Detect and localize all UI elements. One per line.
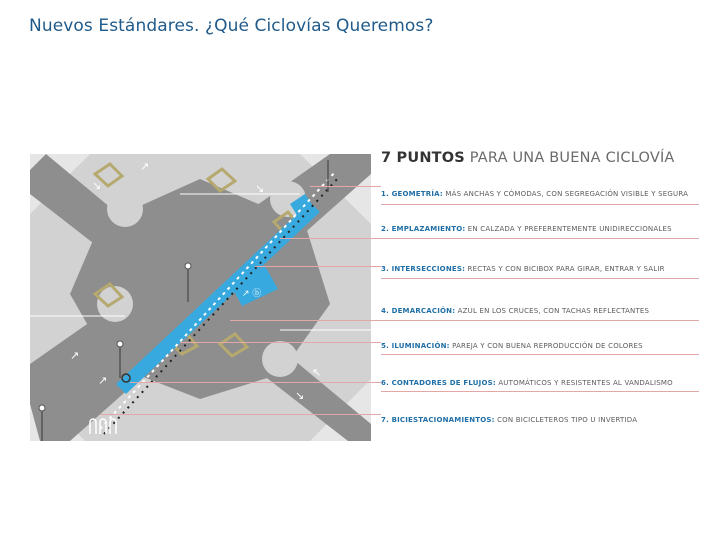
curb-corner-se	[262, 341, 298, 377]
legend-panel	[381, 146, 700, 441]
arrow-marking-6: ↖	[312, 366, 322, 379]
guide-line-3	[381, 278, 699, 279]
bicibox-marking: ↗ ⓑ	[242, 289, 262, 299]
intersection-drawing	[30, 154, 371, 441]
guide-ext-3	[255, 266, 381, 267]
guide-ext-7	[100, 414, 381, 415]
point-4-text: AZUL EN LOS CRUCES, CON TACHAS REFLECTANTES	[455, 307, 650, 315]
point-3-text: RECTAS Y CON BICIBOX PARA GIRAR, ENTRAR Y SALIR	[465, 265, 665, 273]
point-4-key: 4. DEMARCACIÓN:	[381, 307, 456, 315]
point-7-text: CON BICICLETEROS TIPO U INVERTIDA	[494, 416, 638, 424]
point-1	[381, 190, 688, 198]
street-light-2	[117, 341, 123, 347]
legend-heading-strong: 7 PUNTOS	[381, 150, 465, 166]
point-4	[381, 307, 649, 315]
curb-corner-nw	[107, 191, 143, 227]
point-7	[381, 416, 637, 424]
guide-ext-1	[310, 186, 381, 187]
arrow-marking-1: ↘	[92, 179, 102, 192]
arrow-marking-5: ↗	[98, 374, 108, 387]
point-7-key: 7. BICIESTACIONAMIENTOS:	[381, 416, 495, 424]
guide-line-5	[381, 354, 699, 355]
guide-line-6	[381, 391, 699, 392]
street-light-3	[39, 405, 45, 411]
point-5	[381, 342, 643, 350]
point-2-key: 2. EMPLAZAMIENTO:	[381, 225, 466, 233]
bike-lane-figure	[30, 146, 700, 441]
point-6-key: 6. CONTADORES DE FLUJOS:	[381, 379, 496, 387]
street-light-1	[185, 263, 191, 269]
point-5-text: PAREJA Y CON BUENA REPRODUCCIÓN DE COLORES	[449, 342, 643, 350]
point-3-key: 3. INTERSECCIONES:	[381, 265, 466, 273]
guide-ext-5	[180, 342, 381, 343]
arrow-marking-2: ↗	[140, 160, 150, 173]
point-2	[381, 225, 672, 233]
point-5-key: 5. ILUMINACIÓN:	[381, 342, 450, 350]
point-1-text: MÁS ANCHAS Y CÓMODAS, CON SEGREGACIÓN VISIBLE Y SEGURA	[442, 190, 689, 198]
point-6-text: AUTOMÁTICOS Y RESISTENTES AL VANDALISMO	[495, 379, 673, 387]
guide-line-2	[381, 238, 699, 239]
point-1-key: 1. GEOMETRÍA:	[381, 190, 443, 198]
guide-line-1	[381, 204, 699, 205]
arrow-marking-4: ↗	[70, 349, 80, 362]
guide-ext-2	[280, 238, 381, 239]
guide-ext-6	[130, 382, 381, 383]
point-3	[381, 265, 665, 273]
arrow-marking-3: ↘	[255, 182, 265, 195]
legend-heading	[381, 150, 675, 166]
legend-heading-rest: PARA UNA BUENA CICLOVÍA	[464, 150, 675, 166]
slide-title: Nuevos Estándares. ¿Qué Ciclovías Queremos?	[29, 16, 434, 36]
guide-ext-4	[230, 320, 381, 321]
arrow-marking-7: ↘	[295, 389, 305, 402]
point-2-text: EN CALZADA Y PREFERENTEMENTE UNIDIRECCIONALES	[465, 225, 672, 233]
intersection-illustration	[30, 154, 371, 441]
point-6	[381, 379, 673, 387]
guide-line-4	[381, 320, 699, 321]
